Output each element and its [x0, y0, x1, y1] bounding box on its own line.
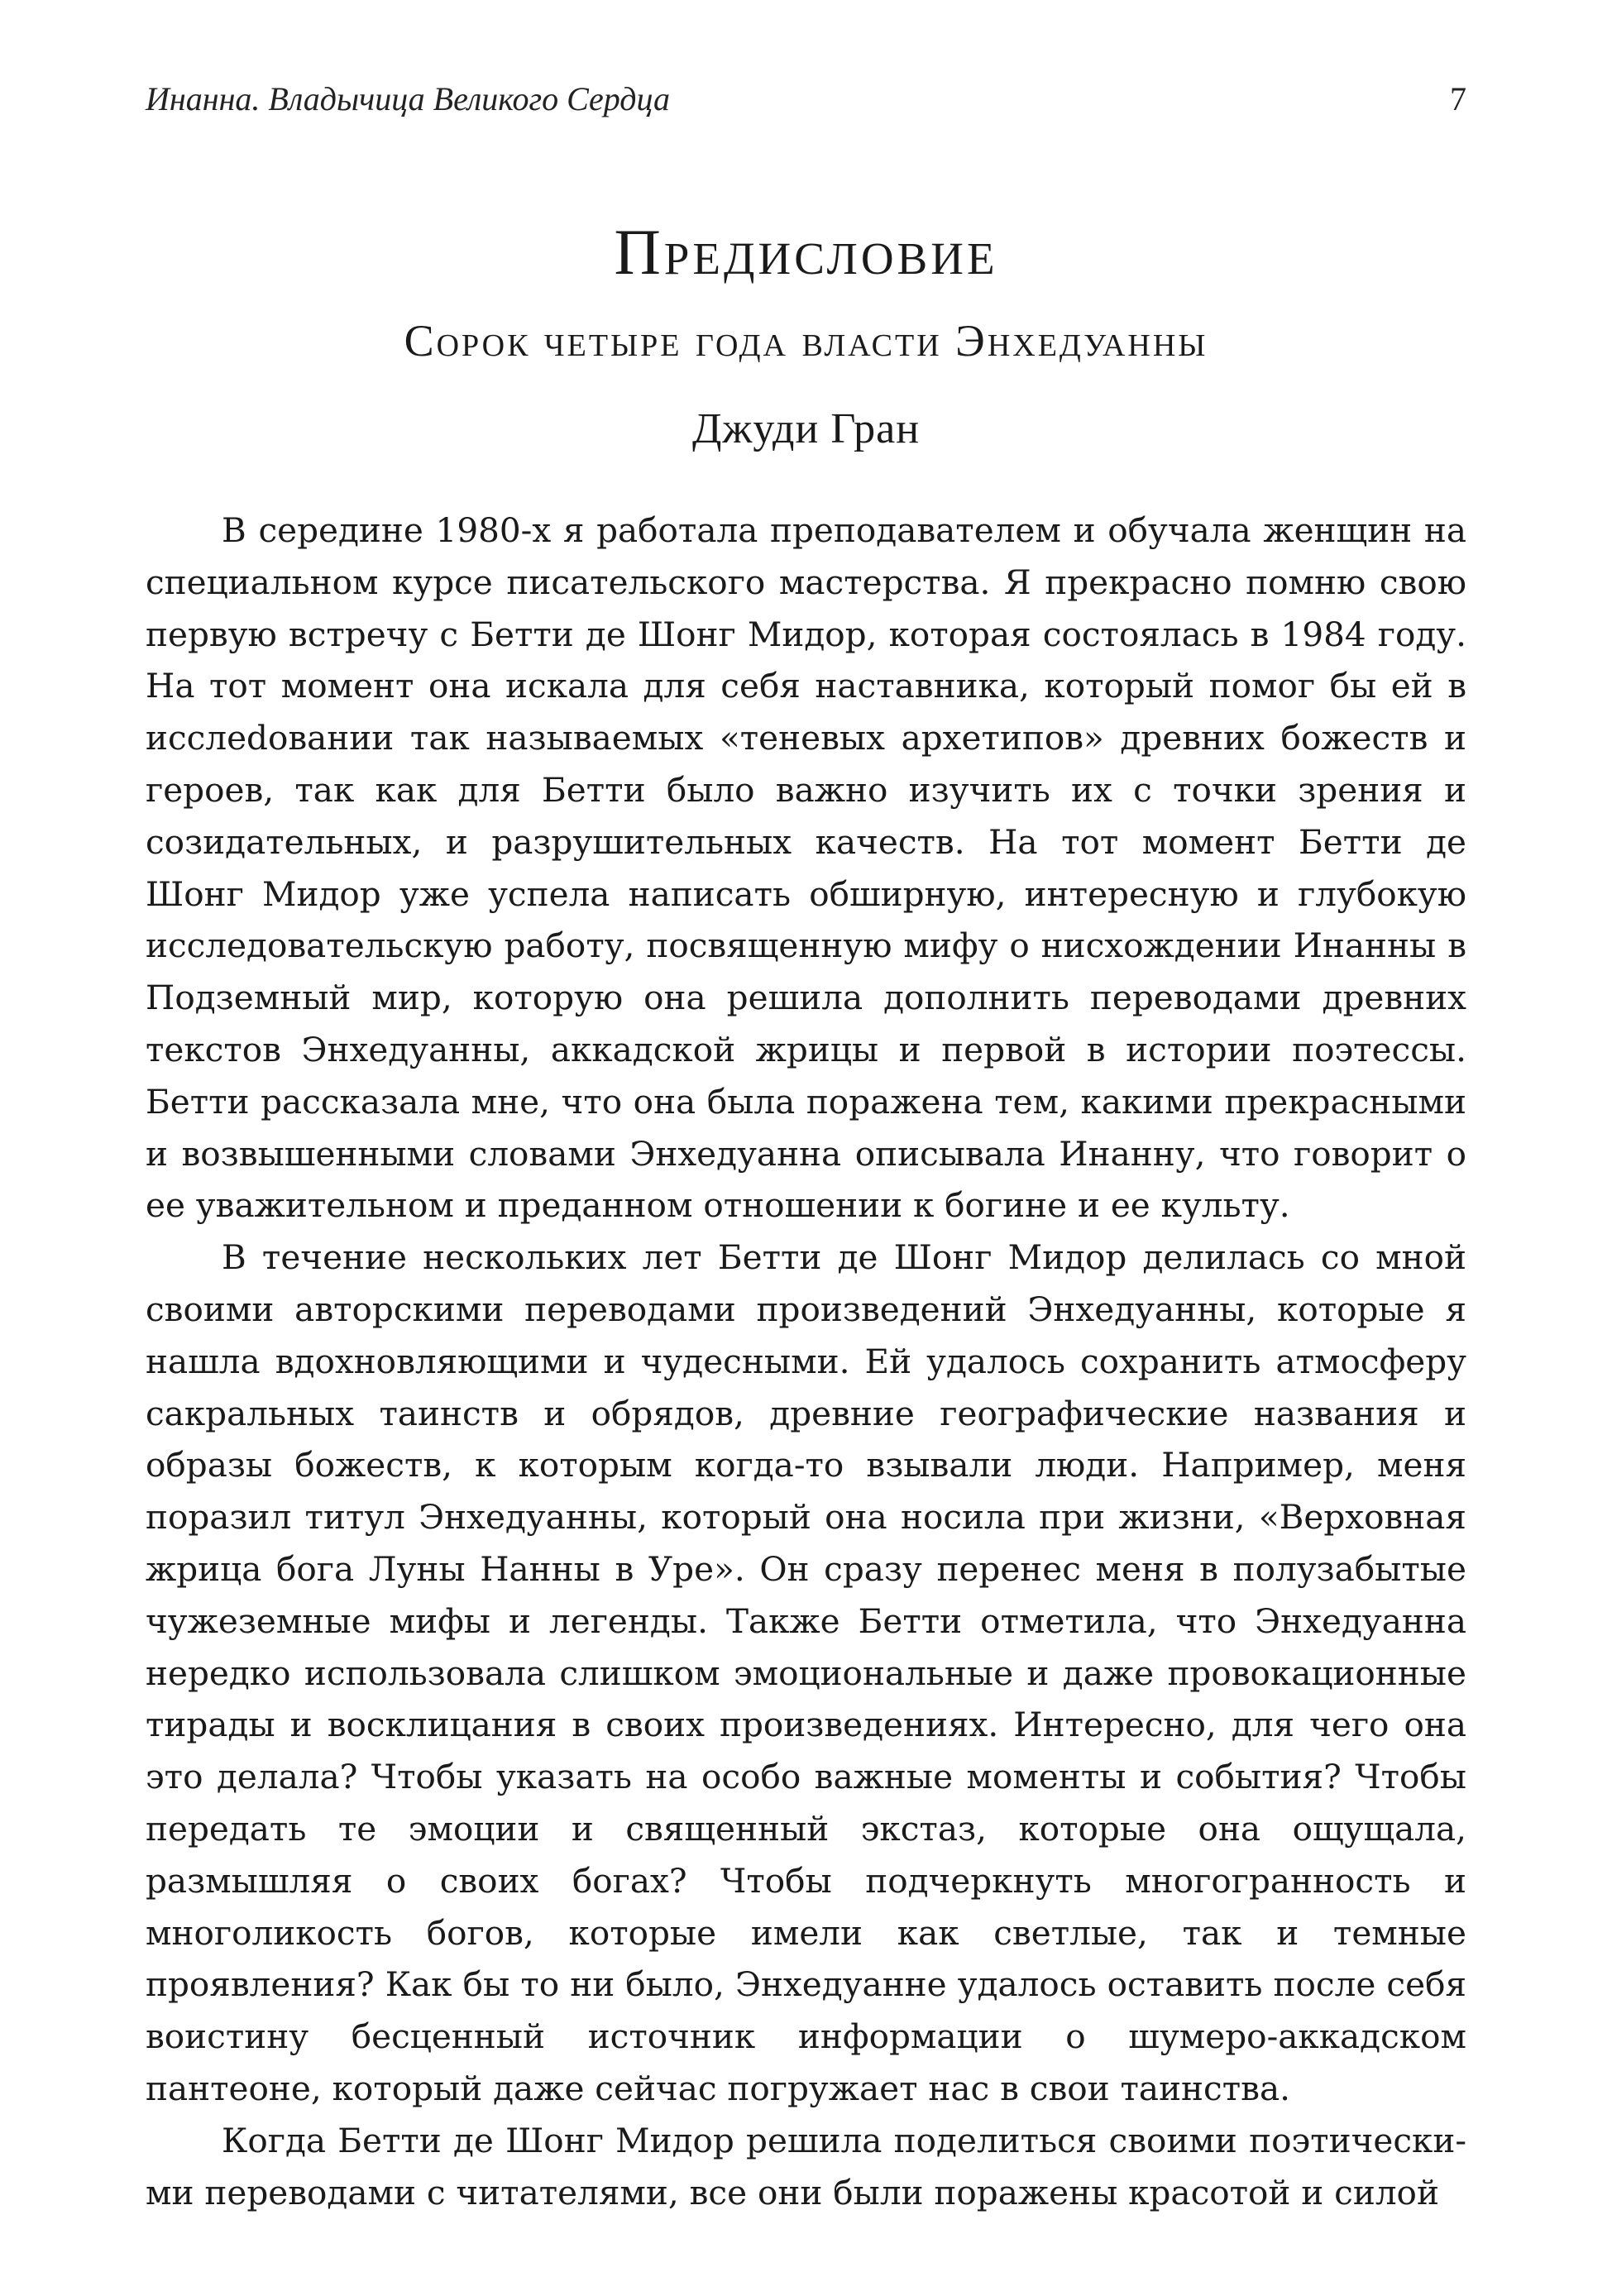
chapter-title: Предисловие: [614, 216, 998, 288]
paragraph: В середине 1980-х я работала преподавателем и обучала женщин на специальном курсе писательского мастерства. Я прекрасно помню свою первую встречу с Бетти де Шонг Мидор, которая состоялась в 1984 году. На тот момент она искала для себя наставника, который помог бы ей в исслеdовании так называемых «теневых архетипов» древних божеств и героев, так как для Бетти было важно изучить их с точки зрения и созидательных, и разрушительных качеств. На тот момент Бетти де Шонг Мидор уже успела написать обширную, интересную и глубокую исследовательскую работу, посвященную мифу о нисхождении Инанны в Подземный мир, которую она решила дополнить переводами древних текстов Энхедуанны, аккадской жрицы и первой в истории поэтессы. Бетти рассказала мне, что она была поражена тем, какими прекрасными и возвышенными словами Энхедуанна описывала Инанну, что говорит о ее уважительном и преданном отношении к богине и ее культу.: [146, 510, 1466, 1226]
chapter-author: Джуди Гран: [691, 405, 921, 452]
chapter-heading: [146, 207, 1466, 475]
paragraph: Когда Бетти де Шонг Мидор решила поделиться своими поэтическими переводами с читателями, все они были поражены красотой и силой: [146, 2120, 1466, 2212]
page-number: 7: [1450, 80, 1466, 117]
running-header: [146, 79, 1466, 129]
body-text: [146, 505, 1466, 2218]
chapter-subtitle: Сорок четыре года власти Энхедуанны: [404, 316, 1208, 366]
paragraph: В течение нескольких лет Бетти де Шонг Мидор делилась со мной своими авторскими переводами произведений Энхедуанны, которые я нашла вдохновляющими и чудесными. Ей удалось сохранить атмосферу сакральных таинств и обрядов, древние географические названия и образы божеств, к которым когда-то взывали люди. Например, меня поразил титул Энхедуанны, который она носила при жизни, «Верховная жрица бога Луны Нанны в Уре». Он сразу перенес меня в полузабытые чужеземные мифы и легенды. Также Бетти отметила, что Энхедуанна нередко использовала слишком эмоциональные и даже провокационные тирады и восклицания в своих произведениях. Интересно, для чего она это делала? Чтобы указать на особо важные моменты и события? Чтобы передать те эмоции и священный экстаз, которые она ощущала, размышляя о своих богах? Чтобы подчеркнуть многогранность и многоликость богов, которые имели как светлые, так и темные проявления? Как бы то ни было, Энхедуанне удалось оставить после себя воистину бесценный источник информации о шумеро-аккадском пантеоне, который даже сейчас погружает нас в свои таинства.: [146, 1237, 1466, 2108]
running-title: Инанна. Владычица Великого Сердца: [146, 80, 671, 117]
